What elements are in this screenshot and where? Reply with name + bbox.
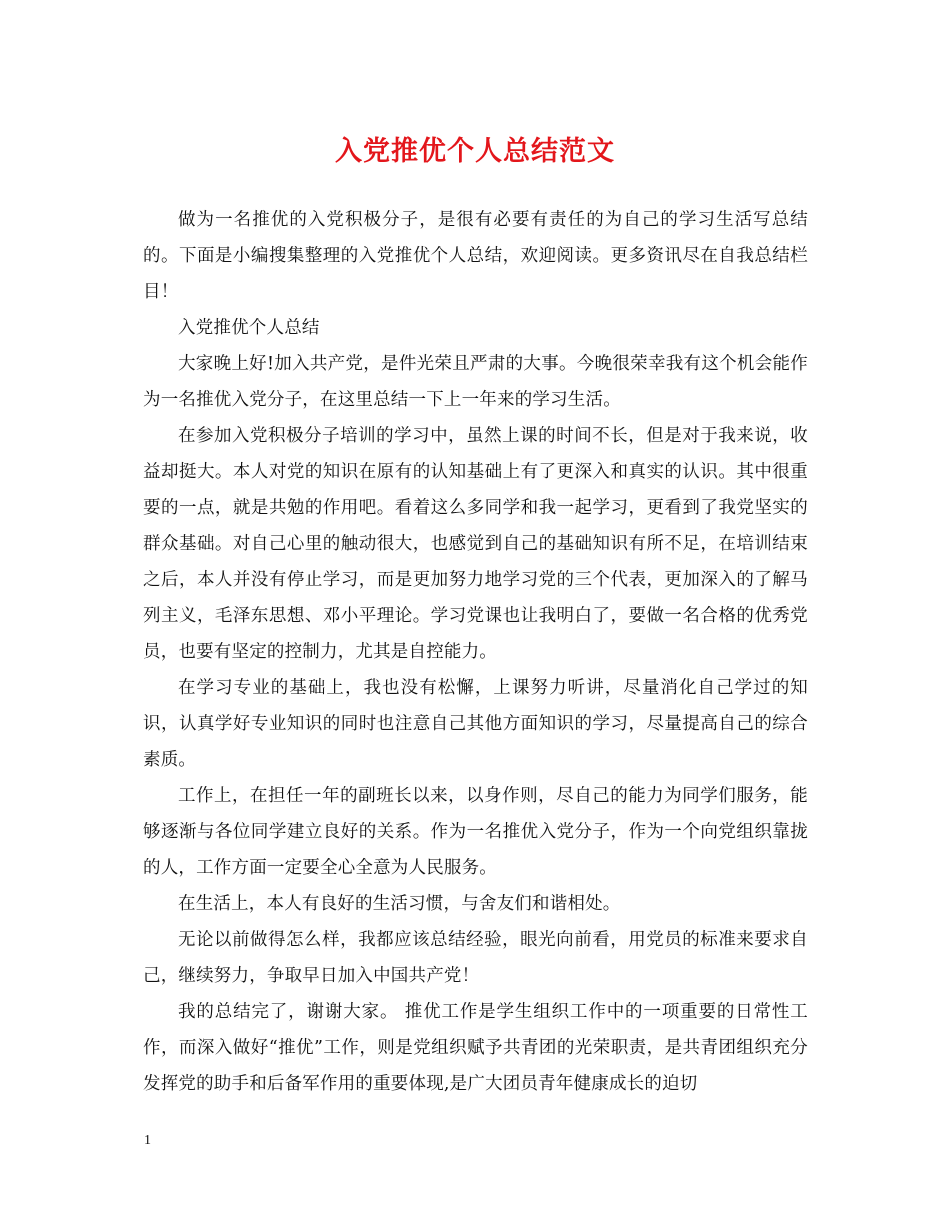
document-body bbox=[143, 202, 808, 1102]
paragraph-life: 在生活上，本人有良好的生活习惯，与舍友们和谐相处。 bbox=[178, 894, 621, 914]
paragraph-subheading: 入党推优个人总结 bbox=[178, 318, 320, 338]
paragraph-closing: 我的总结完了，谢谢大家。 推优工作是学生组织工作中的一项重要的日常性工作，而深入做好“推优”工作，则是党组织赋予共青团的光荣职责，是共青团组织充分发挥党的助手和后备军作用的重要体现,是广大团员青年健康成长的迫切 bbox=[143, 1002, 808, 1094]
paragraph-training: 在参加入党积极分子培训的学习中，虽然上课的时间不长，但是对于我来说，收益却挺大。本人对党的知识在原有的认知基础上有了更深入和真实的认识。其中很重要的一点，就是共勉的作用吧。看着这么多同学和我一起学习，更看到了我党坚实的群众基础。对自己心里的触动很大，也感觉到自己的基础知识有所不足，在培训结束之后，本人并没有停止学习，而是更加努力地学习党的三个代表，更加深入的了解马列主义，毛泽东思想、邓小平理论。学习党课也让我明白了，要做一名合格的优秀党员，也要有坚定的控制力，尤其是自控能力。 bbox=[143, 426, 808, 662]
page-number: 1 bbox=[144, 1133, 151, 1148]
paragraph-study: 在学习专业的基础上，我也没有松懈，上课努力听讲，尽量消化自己学过的知识，认真学好专业知识的同时也注意自己其他方面知识的学习，尽量提高自己的综合素质。 bbox=[143, 678, 808, 770]
paragraph-work: 工作上，在担任一年的副班长以来，以身作则，尽自己的能力为同学们服务，能够逐渐与各位同学建立良好的关系。作为一名推优入党分子，作为一个向党组织靠拢的人，工作方面一定要全心全意为人民服务。 bbox=[143, 786, 808, 878]
document-title: 入党推优个人总结范文 bbox=[335, 136, 615, 167]
paragraph-greeting: 大家晚上好!加入共产党，是件光荣且严肃的大事。今晚很荣幸我有这个机会能作为一名推优入党分子，在这里总结一下上一年来的学习生活。 bbox=[143, 354, 808, 410]
paragraph-outlook: 无论以前做得怎么样，我都应该总结经验，眼光向前看，用党员的标准来要求自己，继续努力，争取早日加入中国共产党！ bbox=[143, 930, 808, 986]
paragraph-intro: 做为一名推优的入党积极分子，是很有必要有责任的为自己的学习生活写总结的。下面是小编搜集整理的入党推优个人总结，欢迎阅读。更多资讯尽在自我总结栏目！ bbox=[143, 210, 808, 302]
